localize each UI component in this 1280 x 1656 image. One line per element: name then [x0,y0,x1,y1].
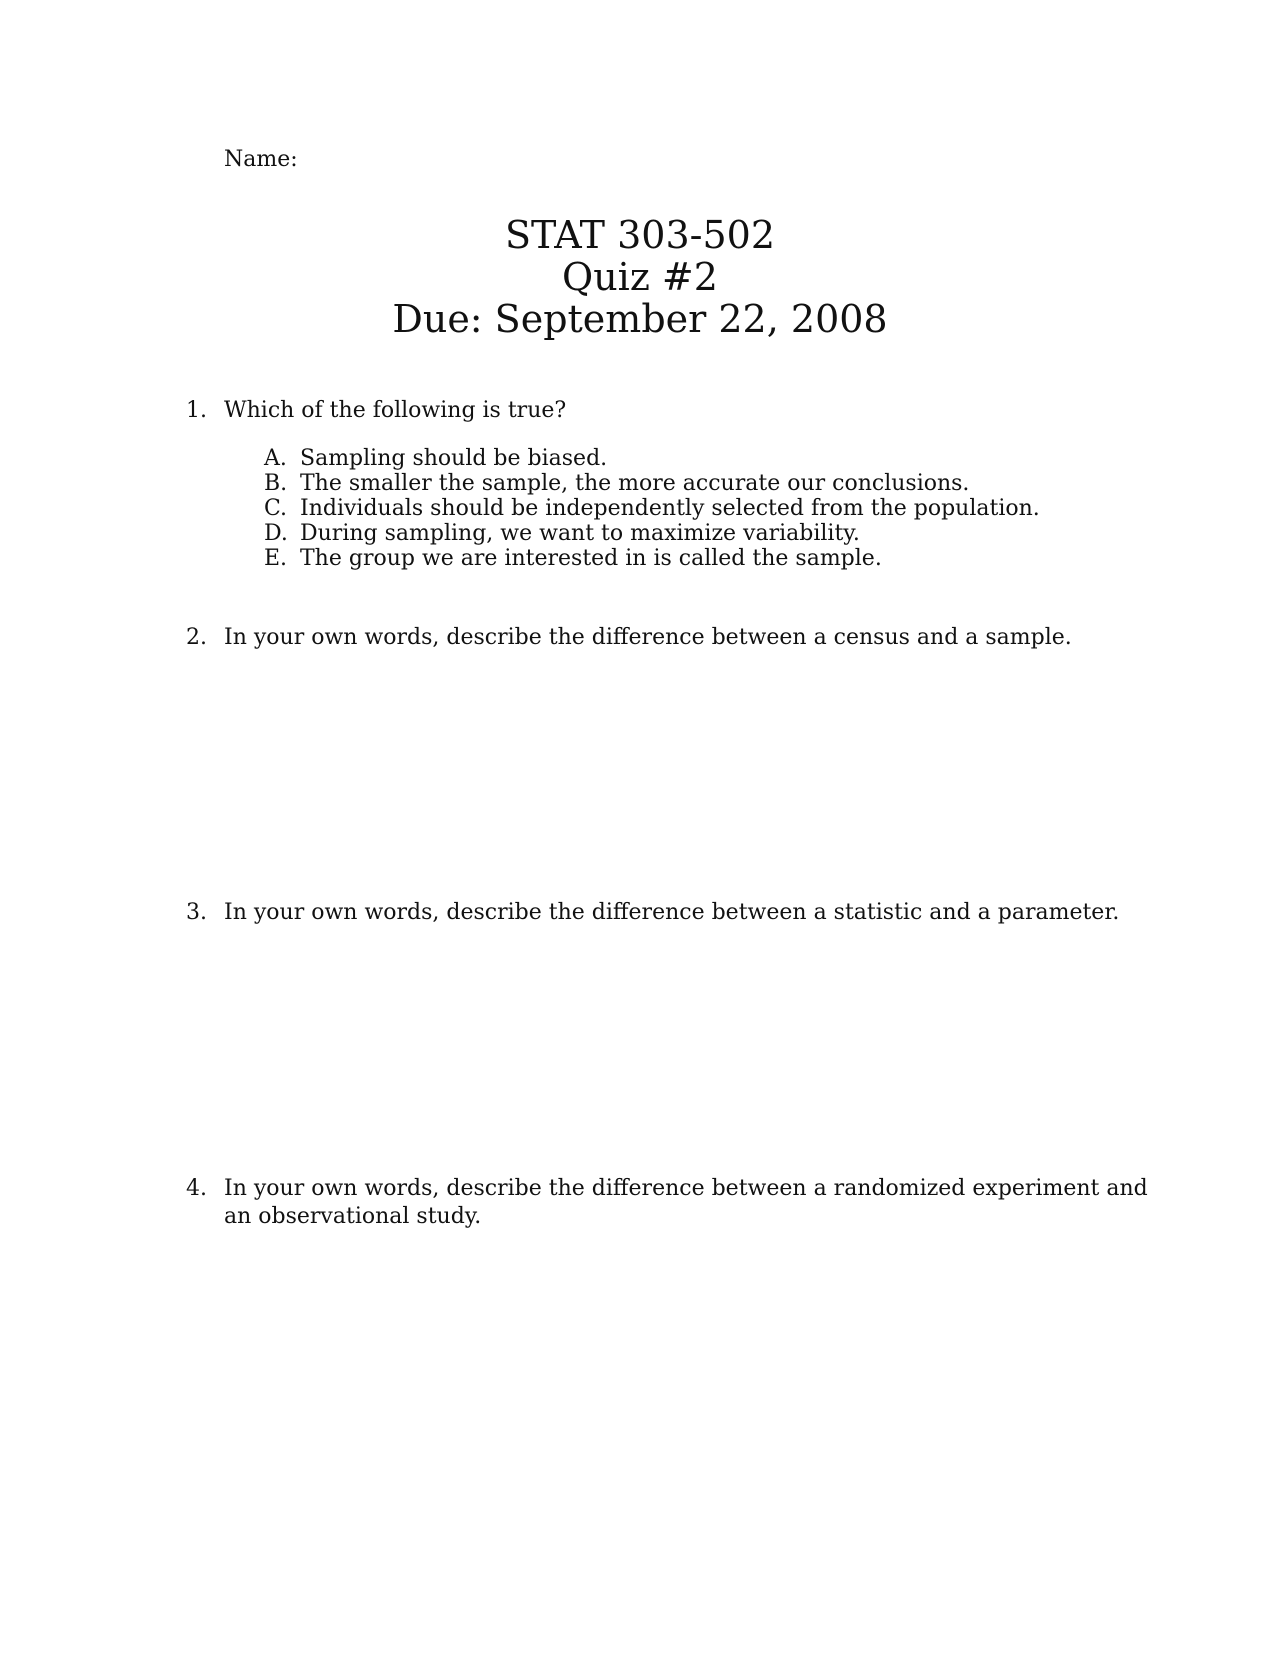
option-text: Sampling should be biased. [300,446,608,471]
question-2 [186,624,1146,652]
due-date: Due: September 22, 2008 [392,297,888,341]
question-3 [186,899,1146,927]
question-4 [186,1175,1146,1231]
option-text: During sampling, we want to maximize variability. [300,521,860,546]
option-text: The group we are interested in is called the sample. [300,546,882,571]
question-text-line-1: In your own words, describe the difference between a randomized experiment and [224,1176,1148,1201]
question-1 [186,397,1146,425]
option-e [264,546,1040,571]
option-b [264,471,1040,496]
question-text: Which of the following is true? [224,398,567,423]
question-text-line-2: an observational study. [224,1204,482,1229]
option-letter: B. [264,471,288,496]
option-c [264,496,1040,521]
option-d [264,521,1040,546]
question-1-options [264,446,1040,571]
question-number: 1. [186,398,207,423]
quiz-number: Quiz #2 [562,255,718,299]
quiz-title-block [0,214,1280,340]
option-letter: C. [264,496,288,521]
name-label: Name: [224,147,298,172]
question-number: 2. [186,625,207,650]
option-a [264,446,1040,471]
question-text: In your own words, describe the difference between a statistic and a parameter. [224,900,1120,925]
course-title: STAT 303-502 [505,213,775,257]
option-letter: E. [264,546,288,571]
option-text: The smaller the sample, the more accurate our conclusions. [300,471,970,496]
question-number: 4. [186,1176,207,1201]
question-text: In your own words, describe the difference between a census and a sample. [224,625,1072,650]
option-letter: A. [264,446,287,471]
option-text: Individuals should be independently selected from the population. [300,496,1040,521]
option-letter: D. [264,521,288,546]
question-number: 3. [186,900,207,925]
